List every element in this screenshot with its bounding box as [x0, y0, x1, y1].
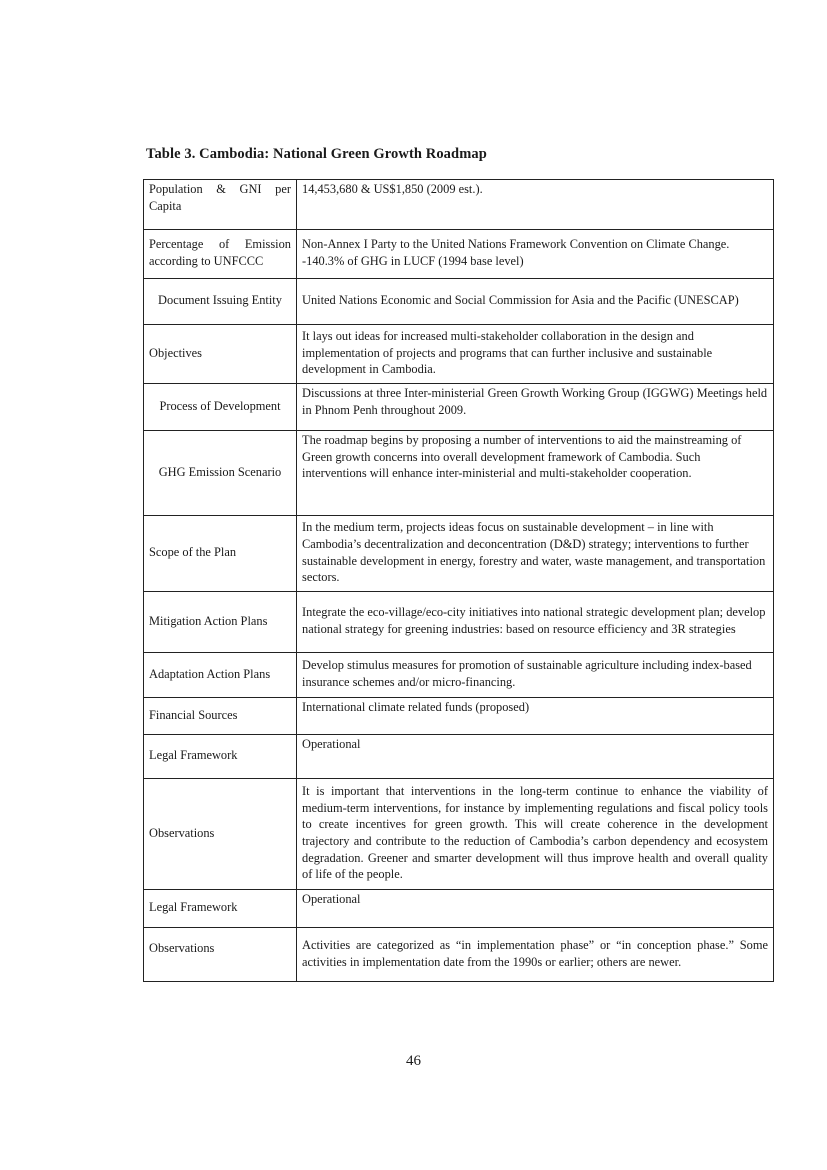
table-row-ghg-scenario: [144, 431, 774, 516]
row-value: Integrate the eco-village/eco-city initiatives into national strategic development plan; develop national strategy for greening industries: based on resource efficiency and 3R strategies: [297, 592, 774, 653]
row-label: GHG Emission Scenario: [144, 431, 297, 516]
table-title: Table 3. Cambodia: National Green Growth Roadmap: [146, 146, 487, 162]
table-row-legal-framework: [144, 735, 774, 779]
table-row-population: [144, 180, 774, 230]
row-value: Develop stimulus measures for promotion of sustainable agriculture including index-based insurance schemes and/or micro-financing.: [297, 653, 774, 698]
row-value: Operational: [297, 890, 774, 928]
table-row-adaptation: [144, 653, 774, 698]
table-row-mitigation: [144, 592, 774, 653]
row-label: Objectives: [144, 325, 297, 384]
table-row-objectives: [144, 325, 774, 384]
row-value: It is important that interventions in the long-term continue to enhance the viability of medium-term interventions, for instance by implementing regulations and fiscal policy tools to create incentives for green growth. This will create coherence in the development trajectory and contribute to the reduction of Cambodia’s carbon dependency and ecosystem degradation. Greener and smarter development will thus improve health and overall quality of life of the people.: [297, 779, 774, 890]
row-value: Activities are categorized as “in implementation phase” or “in conception phase.” Some activities in implementation date from the 1990s or earlier; others are newer.: [297, 928, 774, 982]
row-label: Population & GNI per Capita: [144, 180, 297, 230]
table-row-scope: [144, 516, 774, 592]
table-row-issuing-entity: [144, 279, 774, 325]
roadmap-table: [143, 179, 774, 982]
row-value: The roadmap begins by proposing a number of interventions to aid the mainstreaming of Green growth concerns into overall development framework of Cambodia. Such interventions will enhance inter-ministerial and multi-stakeholder cooperation.: [297, 431, 774, 516]
table-row-observations: [144, 779, 774, 890]
table-row-emission-percentage: [144, 230, 774, 279]
table-row-financial-sources: [144, 698, 774, 735]
table-row-observations-2: [144, 928, 774, 982]
row-value: In the medium term, projects ideas focus on sustainable development – in line with Cambodia’s decentralization and deconcentration (D&D) strategy; interventions to further sustainable development in energy, forestry and water, waste management, and transportation sectors.: [297, 516, 774, 592]
row-value: 14,453,680 & US$1,850 (2009 est.).: [297, 180, 774, 230]
row-label: Legal Framework: [144, 890, 297, 928]
row-value: It lays out ideas for increased multi-stakeholder collaboration in the design and implementation of projects and programs that can further inclusive and sustainable development in Cambodia.: [297, 325, 774, 384]
row-label: Adaptation Action Plans: [144, 653, 297, 698]
row-value: United Nations Economic and Social Commission for Asia and the Pacific (UNESCAP): [297, 279, 774, 325]
table-row-process: [144, 384, 774, 431]
page-number: 46: [406, 1053, 421, 1069]
table-row-legal-framework-2: [144, 890, 774, 928]
row-label: Observations: [144, 928, 297, 982]
row-value: Non-Annex I Party to the United Nations Framework Convention on Climate Change. -140.3% of GHG in LUCF (1994 base level): [297, 230, 774, 279]
row-label: Legal Framework: [144, 735, 297, 779]
row-label: Document Issuing Entity: [144, 279, 297, 325]
row-value: Operational: [297, 735, 774, 779]
row-label: Mitigation Action Plans: [144, 592, 297, 653]
row-label: Scope of the Plan: [144, 516, 297, 592]
row-value: International climate related funds (proposed): [297, 698, 774, 735]
row-label: Financial Sources: [144, 698, 297, 735]
row-label: Observations: [144, 779, 297, 890]
row-label: Percentage of Emission according to UNFCCC: [144, 230, 297, 279]
row-value: Discussions at three Inter-ministerial Green Growth Working Group (IGGWG) Meetings held in Phnom Penh throughout 2009.: [297, 384, 774, 431]
row-label: Process of Development: [144, 384, 297, 431]
